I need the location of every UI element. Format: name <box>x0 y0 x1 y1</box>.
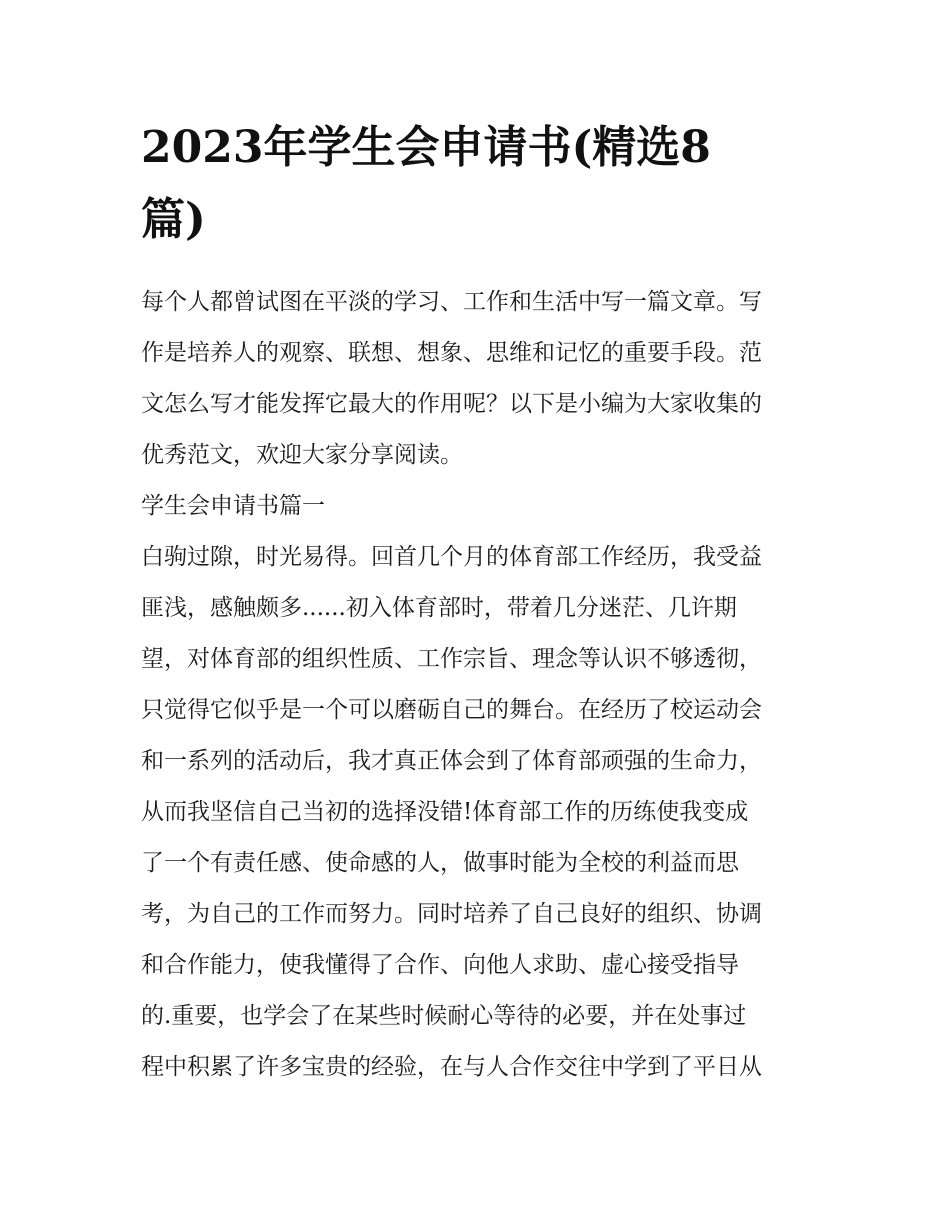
body-line: 白驹过隙，时光易得。回首几个月的体育部工作经历，我受益 <box>141 544 762 570</box>
body-line: 了一个有责任感、使命感的人，做事时能为全校的利益而思 <box>141 850 739 876</box>
body-line: 匪浅，感触颇多......初入体育部时，带着几分迷茫、几许期 <box>141 595 737 621</box>
document-title <box>141 112 821 256</box>
body-line: 只觉得它似乎是一个可以磨砺自己的舞台。在经历了校运动会 <box>141 697 762 723</box>
body-line: 程中积累了许多宝贵的经验，在与人合作交往中学到了平日从 <box>141 1054 762 1080</box>
body-line: 从而我坚信自己当初的选择没错!体育部工作的历练使我变成 <box>141 799 749 825</box>
document-body <box>141 277 821 1093</box>
body-line: 的.重要，也学会了在某些时候耐心等待的必要，并在处事过 <box>141 1003 747 1029</box>
title-line: 2023年学生会申请书(精选8 <box>141 122 711 173</box>
intro-line: 作是培养人的观察、联想、想象、思维和记忆的重要手段。范 <box>141 340 762 366</box>
body-line: 望，对体育部的组织性质、工作宗旨、理念等认识不够透彻， <box>141 646 762 672</box>
section-heading: 学生会申请书篇一 <box>141 493 325 519</box>
intro-line: 每个人都曾试图在平淡的学习、工作和生活中写一篇文章。写 <box>141 289 762 315</box>
body-line: 和合作能力，使我懂得了合作、向他人求助、虚心接受指导 <box>141 952 739 978</box>
body-line: 考，为自己的工作而努力。同时培养了自己良好的组织、协调 <box>141 901 762 927</box>
title-line: 篇) <box>141 194 206 245</box>
body-line: 和一系列的活动后，我才真正体会到了体育部顽强的生命力， <box>141 748 762 774</box>
intro-line: 优秀范文，欢迎大家分享阅读。 <box>141 442 463 468</box>
intro-line: 文怎么写才能发挥它最大的作用呢？以下是小编为大家收集的 <box>141 391 762 417</box>
